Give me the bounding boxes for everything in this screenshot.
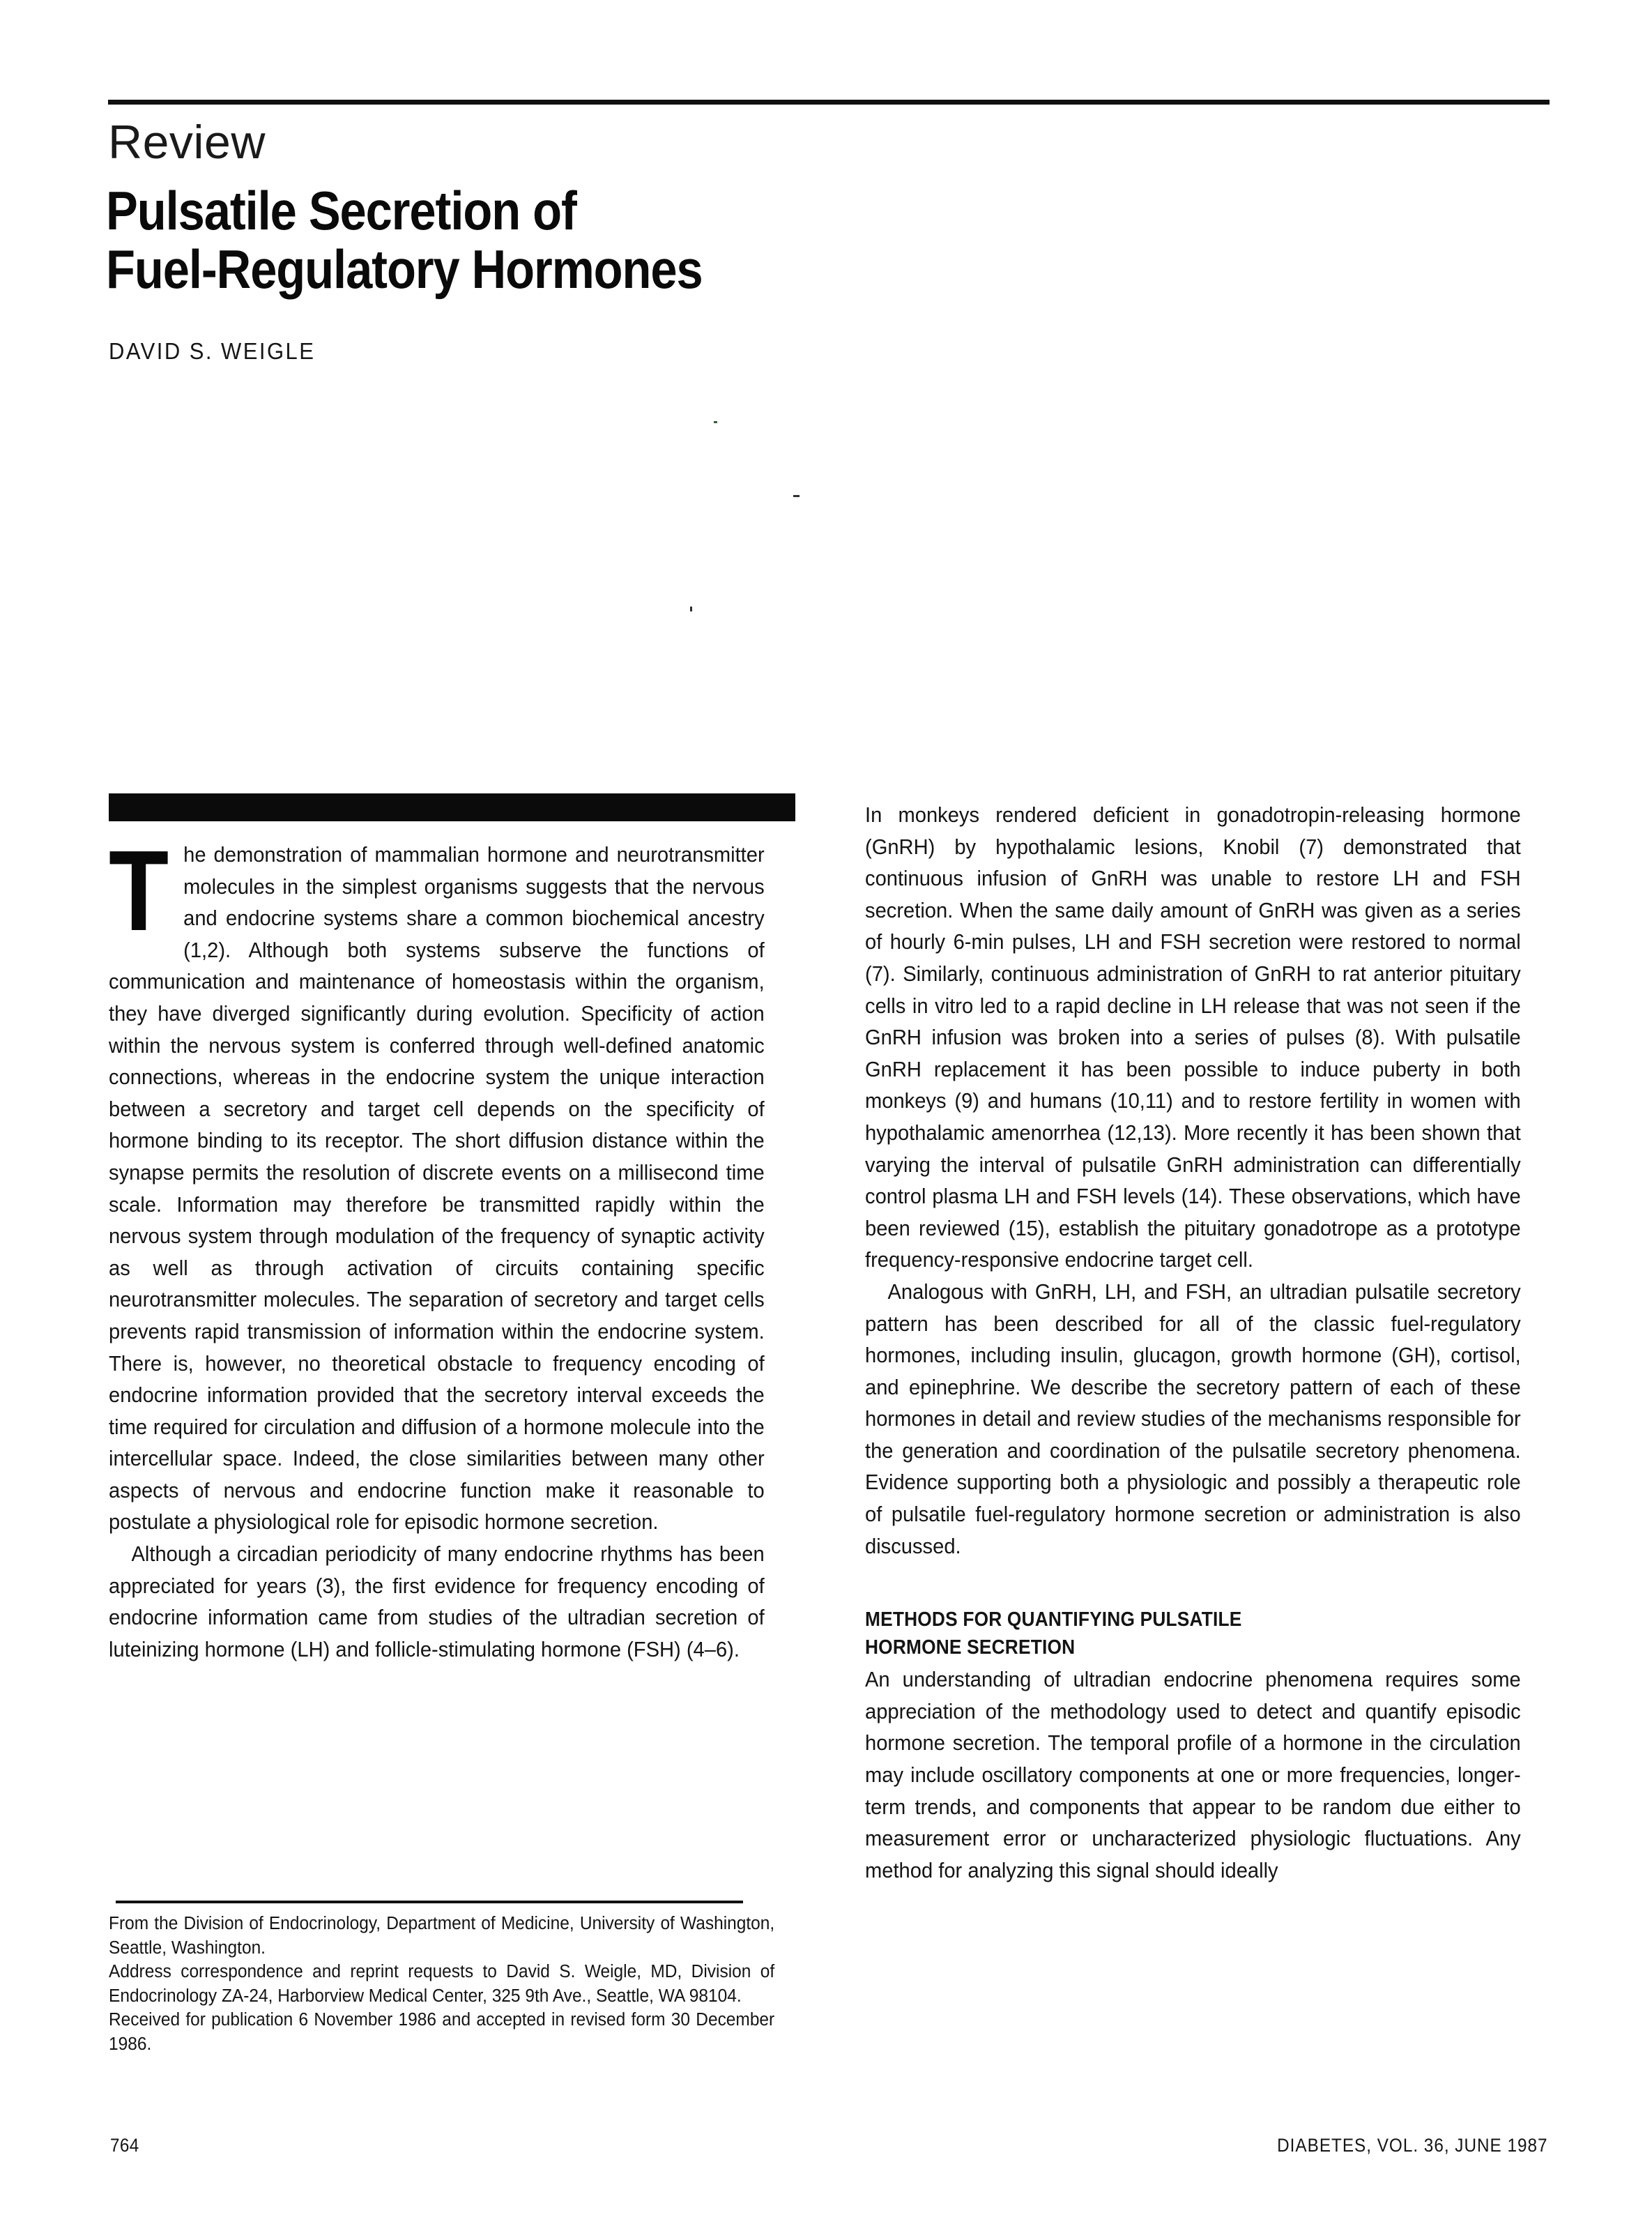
footnote-received: Received for publication 6 November 1986 and accepted in revised form 30 December 1986. xyxy=(109,2010,775,2054)
section-heading xyxy=(865,1606,1521,1661)
scan-speckle xyxy=(793,495,800,497)
author-byline: DAVID S. WEIGLE xyxy=(109,338,316,364)
footnote-affiliation: From the Division of Endocrinology, Department of Medicine, University of Washington, Seattle, Washington. xyxy=(109,1914,775,1958)
journal-citation: DIABETES, VOL. 36, JUNE 1987 xyxy=(1276,2135,1547,2156)
article-kicker: Review xyxy=(108,116,266,169)
section-heading-line-2: HORMONE SECRETION xyxy=(865,1636,1076,1659)
scan-speckle xyxy=(690,607,692,611)
paragraph-right-2: Analogous with GnRH, LH, and FSH, an ultradian pulsatile secretory pattern has been described for all of the classic fuel-regulatory hormones, including insulin, glucagon, growth hormone (GH), cortisol, and epinephrine. We describe the secretory pattern of each of these hormones in detail and review studies of the mechanisms responsible for the generation and coordination of the pulsatile secretory phenomena. Evidence supporting both a physiologic and possibly a therapeutic role of pulsatile fuel-regulatory hormone secretion or administration is also discussed. xyxy=(865,1279,1521,1558)
body-column-left xyxy=(109,809,765,1666)
scan-speckle xyxy=(714,421,717,423)
drop-cap: T xyxy=(109,827,168,954)
page-title xyxy=(106,181,1026,298)
paragraph-left-2: Although a circadian periodicity of many endocrine rhythms has been appreciated for years (3), the first evidence for frequency encoding of endocrine information came from studies of the ultradian secretion of luteinizing hormone (LH) and follicle-stimulating hormone (FSH) (4–6). xyxy=(109,1542,765,1661)
footnote-block xyxy=(109,1912,774,2056)
page-number: 764 xyxy=(110,2135,139,2156)
footnote-rule xyxy=(116,1901,743,1903)
page-title-line-1: Pulsatile Secretion of xyxy=(106,180,576,241)
paragraph-right-3: An understanding of ultradian endocrine phenomena requires some appreciation of the methodology used to detect and quantify episodic hormone secretion. The temporal profile of a hormone in the circulation may include oscillatory components at one or more frequencies, longer-term trends, and components that appear to be random due either to measurement error or uncharacterized physiologic fluctuations. Any method for analyzing this signal should ideally xyxy=(865,1668,1521,1882)
body-column-right xyxy=(865,800,1521,1887)
section-heading-line-1: METHODS FOR QUANTIFYING PULSATILE xyxy=(865,1608,1242,1631)
masthead-rule xyxy=(108,100,1550,105)
paragraph-left-1 xyxy=(109,809,765,1539)
page-title-line-2: Fuel-Regulatory Hormones xyxy=(106,238,703,300)
paragraph-left-1-text: he demonstration of mammalian hormone and neurotransmitter molecules in the simplest organisms suggests that the nervous and endocrine systems share a common biochemical ancestry (1,2). Although both systems subserve the functions of communication and maintenance of homeostasis within the organism, they have diverged significantly during evolution. Specificity of action within the nervous system is conferred through well-defined anatomic connections, whereas in the endocrine system the unique interaction between a secretory and target cell depends on the specificity of hormone binding to its receptor. The short diffusion distance within the synapse permits the resolution of discrete events on a millisecond time scale. Information may therefore be transmitted rapidly within the nervous system through modulation of the frequency of synaptic activity as well as through activation of circuits containing specific neurotransmitter molecules. The separation of secretory and target cells prevents rapid transmission of information within the endocrine system. There is, however, no theoretical obstacle to frequency encoding of endocrine information provided that the secretory interval exceeds the time required for circulation and diffusion of a hormone molecule into the intercellular space. Indeed, the close similarities between many other aspects of nervous and endocrine function make it reasonable to postulate a physiological role for episodic hormone secretion. xyxy=(109,843,765,1535)
footnote-correspondence: Address correspondence and reprint requests to David S. Weigle, MD, Division of Endocrinology ZA-24, Harborview Medical Center, 325 9th Ave., Seattle, WA 98104. xyxy=(109,1962,775,2006)
paragraph-right-1: In monkeys rendered deficient in gonadotropin-releasing hormone (GnRH) by hypothalamic lesions, Knobil (7) demonstrated that continuous infusion of GnRH was unable to restore LH and FSH secretion. When the same daily amount of GnRH was given as a series of hourly 6-min pulses, LH and FSH secretion were restored to normal (7). Similarly, continuous administration of GnRH to rat anterior pituitary cells in vitro led to a rapid decline in LH release that was not seen if the GnRH infusion was broken into a series of pulses (8). With pulsatile GnRH replacement it has been possible to induce puberty in both monkeys (9) and humans (10,11) and to restore fertility in women with hypothalamic amenorrhea (12,13). More recently it has been shown that varying the interval of pulsatile GnRH administration can differentially control plasma LH and FSH levels (14). These observations, which have been reviewed (15), establish the pituitary gonadotrope as a prototype frequency-responsive endocrine target cell. xyxy=(865,803,1521,1272)
